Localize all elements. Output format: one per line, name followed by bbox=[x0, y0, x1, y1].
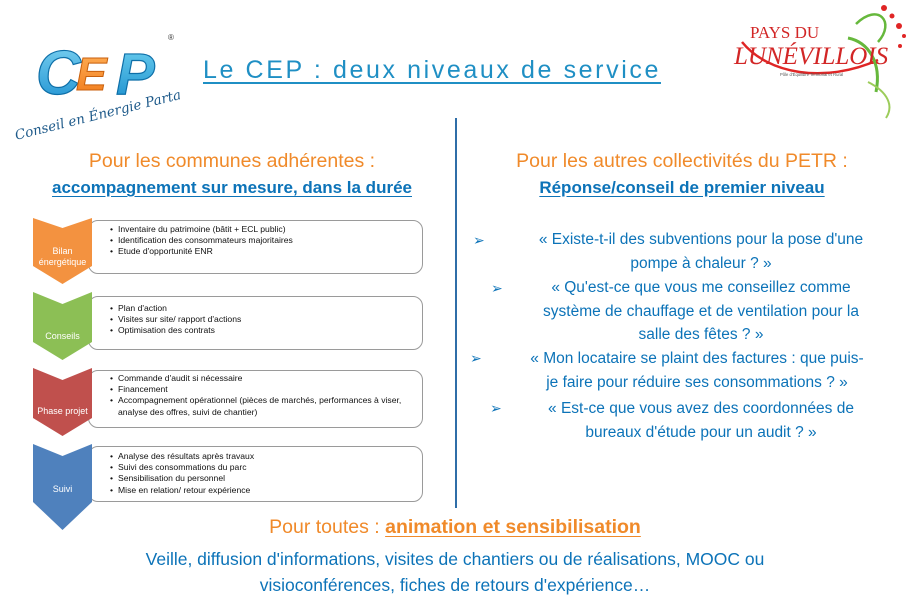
svg-text:PAYS DU: PAYS DU bbox=[750, 23, 820, 42]
list-item: • Identification des consommateurs majoritaires bbox=[110, 235, 416, 246]
step-label-phase-projet: Phase projet bbox=[37, 406, 88, 416]
svg-text:E: E bbox=[76, 48, 107, 100]
list-item: • Commande d'audit si nécessaire bbox=[110, 373, 416, 384]
page-title: Le CEP : deux niveaux de service bbox=[203, 56, 661, 84]
svg-text:C: C bbox=[36, 39, 81, 108]
step-box-bilan bbox=[88, 220, 423, 274]
bottom-title: Pour toutes : animation et sensibilisation bbox=[269, 516, 641, 538]
list-item: • Suivi des consommations du parc bbox=[110, 462, 416, 473]
list-item: • Accompagnement opérationnel (pièces de marchés, performances à viser, analyse des offres, suivi de chantier) bbox=[110, 395, 416, 417]
svg-text:Pôle d'Équilibre Territorial e: Pôle d'Équilibre Territorial et Rural bbox=[780, 72, 844, 77]
list-item: « Mon locataire se plaint des factures : que puis- je faire pour réduire ses consommations ? » bbox=[530, 350, 864, 391]
list-item: • Optimisation des contrats bbox=[110, 325, 416, 336]
svg-text:P: P bbox=[116, 42, 155, 107]
arrow-bullet-icon: ➢ bbox=[470, 350, 482, 366]
arrow-bullet-icon: ➢ bbox=[490, 400, 502, 416]
list-item: • Analyse des résultats après travaux bbox=[110, 451, 416, 462]
list-item: « Existe-t-il des subventions pour la pose d'une pompe à chaleur ? » bbox=[538, 231, 864, 272]
right-column-title: Pour les autres collectivités du PETR : bbox=[516, 150, 848, 172]
bottom-title-emphasis: animation et sensibilisation bbox=[385, 516, 641, 538]
right-column-subtitle: Réponse/conseil de premier niveau bbox=[539, 178, 825, 197]
list-item: • Financement bbox=[110, 384, 416, 395]
step-label-bilan: Bilan énergétique bbox=[38, 246, 87, 267]
left-column-subtitle: accompagnement sur mesure, dans la durée bbox=[52, 178, 412, 197]
chevron-phase-projet-shape bbox=[33, 368, 92, 436]
step-box-conseils bbox=[88, 296, 423, 350]
svg-text:Conseil en Énergie Partagé: Conseil en Énergie Partagé bbox=[13, 82, 180, 144]
left-column-title: Pour les communes adhérentes : bbox=[88, 150, 376, 172]
list-item: • Sensibilisation du personnel bbox=[110, 473, 416, 484]
step-box-suivi bbox=[88, 446, 423, 502]
chevron-conseils-shape bbox=[33, 292, 92, 360]
list-item: • Visites sur site/ rapport d'actions bbox=[110, 314, 416, 325]
list-item: « Est-ce que vous avez des coordonnées de bureaux d'étude pour un audit ? » bbox=[548, 400, 854, 441]
step-label-conseils: Conseils bbox=[45, 331, 80, 341]
svg-text:LUNÉVILLOIS: LUNÉVILLOIS bbox=[734, 43, 889, 70]
arrow-bullet-icon: ➢ bbox=[491, 280, 503, 296]
step-box-phase-projet bbox=[88, 370, 423, 428]
list-item: • Plan d'action bbox=[110, 303, 416, 314]
list-item: • Mise en relation/ retour expérience bbox=[110, 485, 416, 496]
bottom-description: Veille, diffusion d'informations, visites de chantiers ou de réalisations, MOOC ou visioconférences, fiches de retours d'expérience… bbox=[145, 549, 765, 595]
arrow-bullet-icon: ➢ bbox=[473, 232, 485, 248]
list-item: • Inventaire du patrimoine (bâtit + ECL public) bbox=[110, 224, 416, 235]
list-item: • Etude d'opportunité ENR bbox=[110, 246, 416, 257]
svg-text:®: ® bbox=[168, 33, 174, 42]
list-item: « Qu'est-ce que vous me conseillez comme système de chauffage et de ventilation pour la salle des fêtes ? » bbox=[543, 279, 859, 343]
step-label-suivi: Suivi bbox=[52, 484, 73, 494]
